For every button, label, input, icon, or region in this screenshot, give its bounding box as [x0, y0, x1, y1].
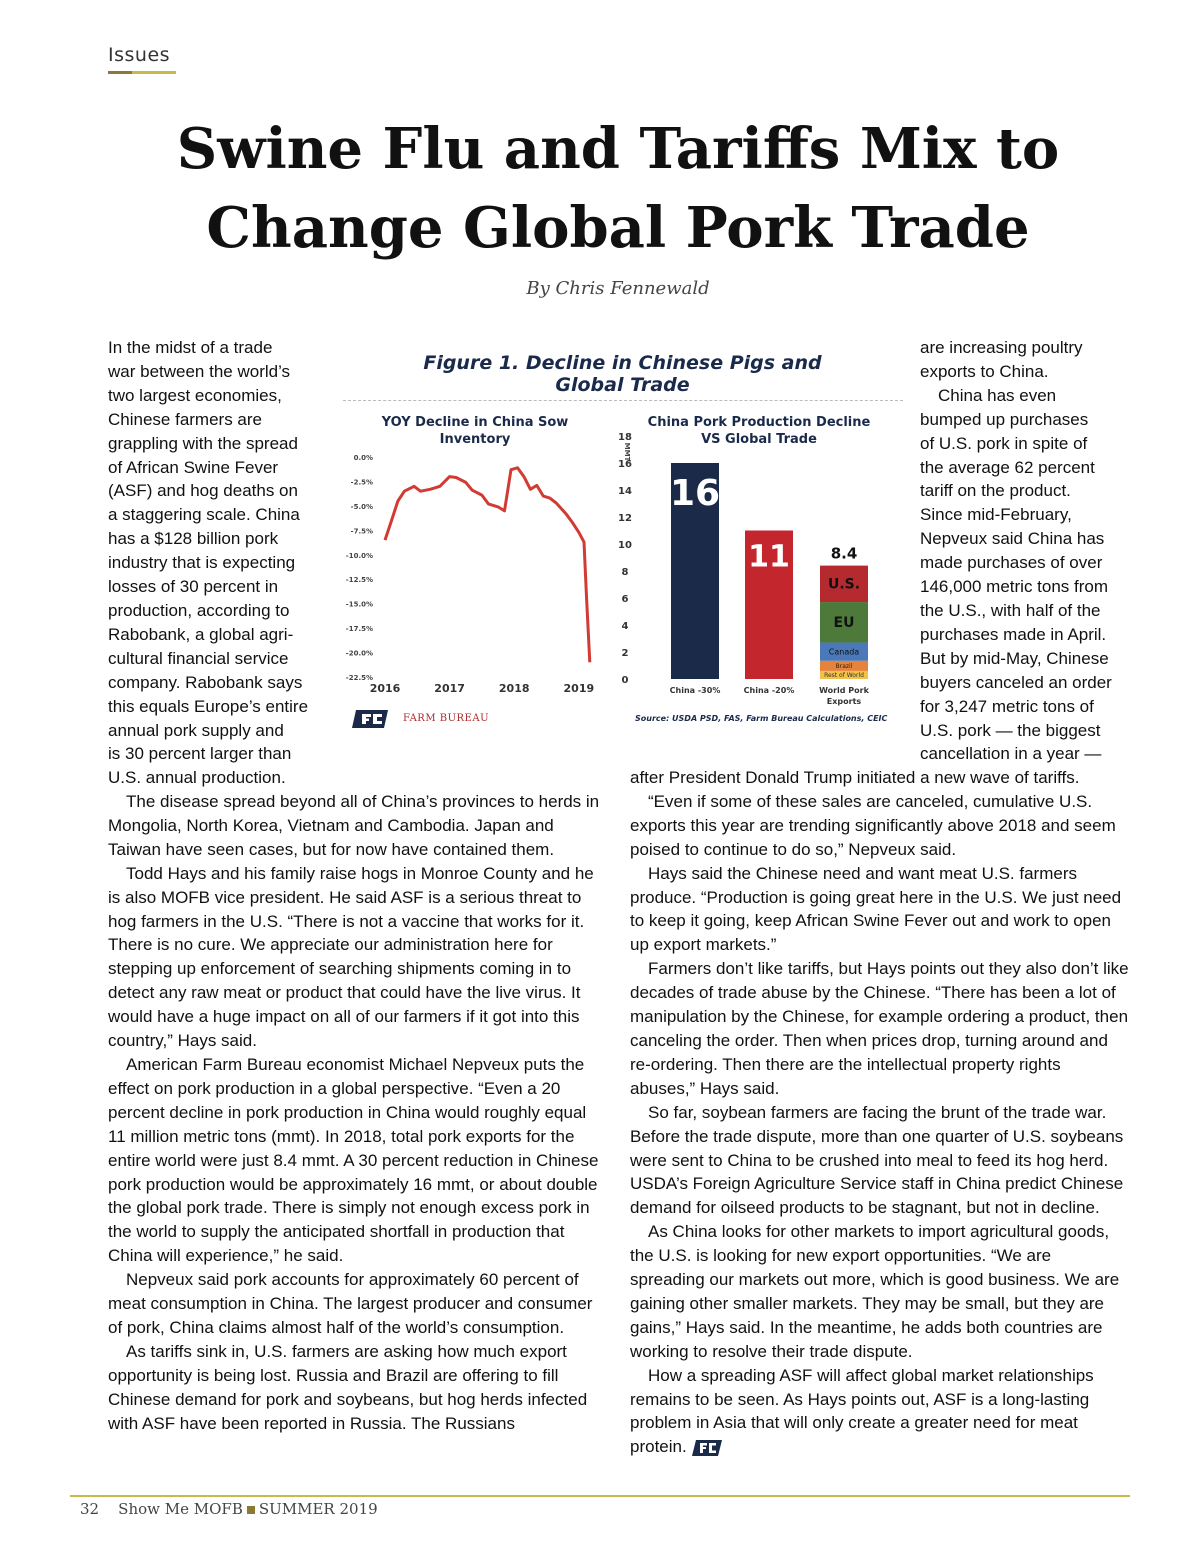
paragraph: “Even if some of these sales are canceled, cumulative U.S. exports this year are trending significantly above 2018 and seem poised to continue to do so,” Nepveux said. — [630, 791, 1116, 859]
text-line: Rabobank, a global agri- — [108, 624, 294, 644]
paragraph: So far, soybean farmers are facing the brunt of the trade war. Before the trade dispute, more than one quarter of U.S. soybeans were sent to China to be crushed into meal to feed its hog herd. USDA’s Foreign Agriculture Service staff in China predict Chinese demand for oilseed products to be stagnant, but not in decline. — [630, 1102, 1124, 1218]
x-tick-label: 2018 — [498, 682, 530, 695]
farm-bureau-logo-text: FARM BUREAU — [403, 713, 489, 724]
stack-segment-label: Canada — [828, 647, 860, 657]
text-line: the U.S., with half of the — [920, 600, 1101, 620]
section-label: Issues — [108, 44, 171, 66]
y-tick-label: 0.0% — [353, 454, 373, 462]
y-tick-label: 14 — [618, 486, 632, 497]
stack-segment-label: Rest of World — [824, 672, 864, 680]
farm-bureau-logo-icon — [350, 708, 390, 730]
footer — [80, 1500, 378, 1518]
text-line: annual pork supply and — [108, 720, 284, 740]
text-line: Chinese farmers are — [108, 409, 263, 429]
right-top-column — [920, 336, 1135, 766]
article-title: Swine Flu and Tariffs Mix to Change Global Pork Trade — [176, 116, 1060, 261]
text-line: is 30 percent larger than — [108, 744, 292, 764]
y-tick-label: -22.5% — [345, 674, 373, 682]
paragraph: Farmers don’t like tariffs, but Hays points out they also don’t like decades of trade abuse by the Chinese. “There has been a lot of manipulation by the Chinese, for example ordering a product, then canceling the order. Then when prices drop, turning around and re-ordering. Then there are the intellectual property rights abuses,” Hays said. — [630, 959, 1129, 1098]
x-tick-label: 2019 — [563, 682, 595, 695]
line-chart-title: Inventory — [439, 432, 511, 447]
text-line: has a $128 billion pork — [108, 529, 279, 549]
text-line: two largest economies, — [108, 385, 282, 405]
y-axis-label: MMT — [623, 442, 631, 462]
farm-bureau-end-mark-icon — [691, 1439, 723, 1457]
y-tick-label: 16 — [618, 459, 632, 470]
figure-title-line-2: Global Trade — [555, 374, 690, 396]
text-line: losses of 30 percent in — [108, 577, 279, 597]
section-rule — [132, 71, 176, 74]
y-tick-label: 2 — [621, 648, 629, 659]
bar-chart-title: VS Global Trade — [701, 432, 817, 447]
text-line: of African Swine Fever — [108, 457, 279, 477]
x-category-label: Exports — [826, 697, 862, 706]
paragraph: As tariffs sink in, U.S. farmers are asking how much export opportunity is being lost. Russia and Brazil are offering to fill Chinese demand for pork and soybeans, but hog herds infected with ASF have been reported in Russia. The Russians — [108, 1341, 588, 1433]
y-tick-label: 8 — [621, 567, 629, 578]
footer-square-icon — [247, 1506, 255, 1514]
x-tick-label: 2017 — [434, 682, 465, 695]
line-chart-title: YOY Decline in China Sow — [381, 415, 569, 430]
text-line: of U.S. pork in spite of — [920, 433, 1088, 453]
text-line: bumped up purchases — [920, 409, 1089, 429]
stack-segment-label: U.S. — [827, 576, 861, 593]
x-category-label: World Pork — [819, 686, 869, 695]
text-line: for 3,247 metric tons of — [920, 696, 1094, 716]
text-line: are increasing poultry — [920, 338, 1083, 357]
right-column — [630, 766, 1130, 1459]
y-tick-label: -12.5% — [345, 576, 373, 585]
text-line: grappling with the spread — [108, 433, 298, 453]
y-tick-label: -5.0% — [350, 502, 373, 511]
bar-chart-title: China Pork Production Decline — [647, 415, 871, 430]
bar-chart — [613, 402, 908, 707]
text-line: cultural financial service — [108, 648, 289, 668]
y-tick-label: 12 — [618, 513, 632, 524]
figure-divider — [343, 400, 903, 401]
paragraph: after President Donald Trump initiated a new wave of tariffs. — [630, 768, 1080, 787]
text-line: But by mid-May, Chinese — [920, 648, 1109, 668]
paragraph: Nepveux said pork accounts for approximately 60 percent of meat consumption in China. The largest producer and consumer of pork, China claims almost half of the world’s consumption. — [108, 1270, 593, 1337]
stack-segment-label: Brazil — [835, 662, 853, 670]
figure-title — [335, 352, 910, 396]
text-line: war between the world’s — [108, 361, 291, 381]
text-line: U.S. annual production. — [108, 768, 286, 788]
text-line: exports to China. — [920, 361, 1049, 381]
text-line: Since mid-February, — [920, 505, 1072, 525]
text-line: (ASF) and hog deaths on — [108, 481, 298, 501]
text-line: purchases made in April. — [920, 624, 1107, 644]
paragraph: Hays said the Chinese need and want meat U.S. farmers produce. “Production is going great here in the U.S. We just need to keep it going, keep African Swine Fever out and work to open up export markets.” — [630, 863, 1122, 955]
text-line: production, according to — [108, 600, 290, 620]
paragraph: Todd Hays and his family raise hogs in Monroe County and he is also MOFB vice president. He said ASF is a serious threat to hog farmers in the U.S. “There is not a vaccine that works for it. There is no cure. We appreciate our administration here for stepping up enforcement of searching shipments coming in to detect any raw meat or product that could have the live virus. It would have a huge impact on all of our farmers if it got into this country,” Hays said. — [108, 863, 594, 1051]
text-line: cancellation in a year — — [920, 744, 1102, 764]
y-tick-label: 0 — [621, 675, 629, 686]
y-tick-label: 18 — [618, 432, 632, 443]
left-column — [108, 790, 603, 1435]
sow-inventory-line — [385, 468, 590, 663]
text-line: U.S. pork — the biggest — [920, 720, 1101, 740]
text-line: company. Rabobank says — [108, 672, 303, 692]
text-line: 146,000 metric tons from — [920, 577, 1109, 597]
y-tick-label: -17.5% — [345, 625, 373, 634]
byline: By Chris Fennewald — [526, 278, 710, 299]
page-number: 32 — [80, 1500, 100, 1518]
bar-value-label: 16 — [669, 473, 721, 514]
y-tick-label: -7.5% — [350, 527, 373, 536]
y-tick-label: -15.0% — [345, 600, 373, 609]
line-chart — [335, 402, 615, 702]
paragraph: American Farm Bureau economist Michael Nepveux puts the effect on pork production in a global perspective. “Even a 20 percent decline in pork production in China would roughly equal 11 million metric tons (mmt). In 2018, total pork exports for the entire world were just 8.4 mmt. A 30 percent reduction in Chinese pork production would be approximately 16 mmt, or about double the global pork trade. There is simply not enough excess pork in the world to supply the anticipated shortfall in production that China will experience,” he said. — [108, 1054, 599, 1266]
y-tick-label: -2.5% — [350, 478, 373, 487]
figure-title-line-1: Figure 1. Decline in Chinese Pigs and — [423, 352, 822, 374]
text-line: buyers canceled an order — [920, 672, 1112, 692]
y-tick-label: 4 — [621, 621, 629, 632]
bar-value-label: 8.4 — [830, 544, 858, 563]
x-category-label: China -30% — [669, 686, 721, 695]
text-line: the average 62 percent — [920, 457, 1095, 477]
left-top-column — [108, 336, 333, 790]
text-line: China has even — [938, 385, 1057, 405]
text-line: industry that is expecting — [108, 553, 296, 573]
y-tick-label: 10 — [618, 540, 632, 551]
text-line: tariff on the product. — [920, 481, 1071, 501]
paragraph: The disease spread beyond all of China’s provinces to herds in Mongolia, North Korea, Vietnam and Cambodia. Japan and Taiwan have seen cases, but for now have contained them. — [108, 792, 600, 859]
publication-name: Show Me MOFB — [118, 1500, 243, 1518]
stack-segment-label: EU — [833, 615, 855, 632]
x-tick-label: 2016 — [369, 682, 401, 695]
bar-value-label: 11 — [748, 539, 790, 575]
text-line: a staggering scale. China — [108, 505, 300, 525]
y-tick-label: -20.0% — [345, 649, 373, 658]
text-line: Nepveux said China has — [920, 529, 1105, 549]
paragraph: As China looks for other markets to import agricultural goods, the U.S. is looking for new export opportunities. “We are spreading our markets out more, which is good business. We are gaining other smaller markets. They may be small, but they are gains,” Hays said. In the meantime, he adds both countries are working to resolve their trade dispute. — [630, 1222, 1120, 1361]
figure — [335, 340, 910, 740]
paragraph: How a spreading ASF will affect global market relationships remains to be seen. As Hays points out, ASF is a long-lasting problem in Asia that will only create a greater need for meat protein. — [630, 1365, 1094, 1457]
footer-rule — [70, 1495, 1130, 1497]
text-line: In the midst of a trade — [108, 338, 273, 357]
text-line: made purchases of over — [920, 553, 1103, 573]
figure-source: Source: USDA PSD, FAS, Farm Bureau Calculations, CEIC — [635, 714, 888, 723]
text-line: this equals Europe’s entire — [108, 696, 309, 716]
issue-date: SUMMER 2019 — [258, 1500, 378, 1518]
x-category-label: China -20% — [743, 686, 795, 695]
y-tick-label: 6 — [621, 594, 629, 605]
y-tick-label: -10.0% — [345, 551, 373, 560]
section-rule-accent — [108, 71, 132, 74]
